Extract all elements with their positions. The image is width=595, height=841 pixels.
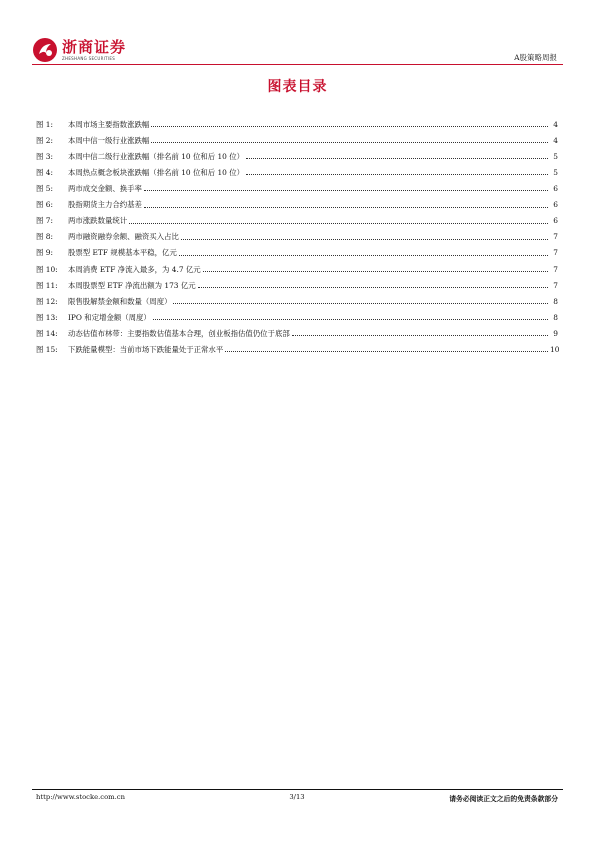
figure-label: 图 10: [36,264,58,274]
toc-entry[interactable] [36,257,558,273]
figure-label: 图 3: [36,151,53,161]
dot-leader [144,207,548,208]
page-number: 5 [553,167,558,177]
figure-label: 图 11: [36,280,58,290]
figure-label: 图 6: [36,200,53,210]
figure-title: 本周市场主要指数涨跌幅 [68,119,150,129]
figure-title: 两市融资融券余额、融资买入占比 [68,232,179,242]
toc-entry[interactable] [36,273,558,289]
logo-subtext: ZHESHANG SECURITIES [62,55,116,61]
figure-title: 两市涨跌数量统计 [68,216,128,226]
toc-entry[interactable] [36,176,558,192]
dot-leader [151,142,548,143]
report-type: A股策略周报 [514,53,557,62]
dot-leader [198,287,548,288]
page-number: 4 [553,135,558,145]
figure-title: 股指期货主力合约基差 [68,200,142,210]
dot-leader [173,303,548,304]
figure-label: 图 4: [36,167,53,177]
figure-title: 限售股解禁金额和数量（周度） [68,296,172,306]
figure-title: 本周中信一级行业涨跌幅 [68,135,150,145]
figure-title: 本周股票型 ETF 净流出额为 173 亿元 [68,280,196,290]
toc-entry[interactable] [36,289,558,305]
page-number: 10 [550,345,560,354]
page-number: 8 [553,312,558,322]
figure-label: 图 7: [36,216,53,226]
figure-label: 图 14: [36,328,58,338]
page-number: 7 [553,280,558,290]
dot-leader [203,271,548,272]
page-number: 5 [553,151,558,161]
figure-title: IPO 和定增金额（周度） [68,312,151,322]
toc-entry[interactable] [36,144,558,160]
figure-title: 动态估值布林带：主要指数估值基本合理，创业板指估值仍位于底部 [68,328,290,338]
dot-leader [246,174,548,175]
figure-label: 图 13: [36,312,58,322]
dot-leader [153,319,548,320]
toc-entry[interactable] [36,241,558,257]
figure-title: 本周中信二级行业涨跌幅（排名前 10 位和后 10 位） [68,151,245,161]
page-number: 9 [553,328,558,338]
figure-title: 下跌能量模型：当前市场下跌能量处于正常水平 [68,345,224,354]
toc-entry[interactable] [36,209,558,225]
website-link[interactable]: http://www.stocke.com.cn [36,793,125,801]
toc-entry[interactable] [36,321,558,337]
page-number: 7 [553,232,558,242]
figure-title: 股票型 ETF 规模基本平稳，亿元 [68,248,177,258]
page-number: 8 [553,296,558,306]
logo-mark-icon [32,37,58,63]
toc-entry[interactable] [36,225,558,241]
dot-leader [225,351,548,352]
toc-list [36,112,558,353]
figure-title: 本周热点概念板块涨跌幅（排名前 10 位和后 10 位） [68,167,245,177]
page-indicator: 3/13 [289,793,305,801]
figure-label: 图 5: [36,184,53,194]
figure-label: 图 15: [36,345,58,354]
page-number: 4 [553,119,558,129]
figure-title: 本周消费 ETF 净流入最多，为 4.7 亿元 [68,264,201,274]
disclaimer-text: 请务必阅读正文之后的免责条款部分 [449,795,558,803]
company-logo [32,35,126,65]
header-divider [32,64,563,65]
page-number: 6 [553,184,558,194]
figure-label: 图 12: [36,296,58,306]
footer-divider [32,789,563,790]
toc-entry[interactable] [36,337,558,353]
dot-leader [181,239,548,240]
page-number: 6 [553,216,558,226]
toc-title: 图表目录 [267,79,328,95]
figure-label: 图 9: [36,248,53,258]
dot-leader [292,335,548,336]
figure-label: 图 2: [36,135,53,145]
toc-entry[interactable] [36,305,558,321]
figure-label: 图 8: [36,232,53,242]
logo-text: 浙商证券 [62,37,127,56]
page-header [32,35,563,65]
dot-leader [129,223,548,224]
dot-leader [246,158,548,159]
toc-entry[interactable] [36,128,558,144]
dot-leader [144,190,548,191]
page-number: 7 [553,264,558,274]
figure-title: 两市成交金额、换手率 [68,184,142,194]
dot-leader [151,126,548,127]
dot-leader [179,255,548,256]
toc-entry[interactable] [36,192,558,208]
figure-label: 图 1: [36,119,53,129]
toc-entry[interactable] [36,160,558,176]
toc-entry[interactable] [36,112,558,128]
page-number: 6 [553,200,558,210]
page-number: 7 [553,248,558,258]
